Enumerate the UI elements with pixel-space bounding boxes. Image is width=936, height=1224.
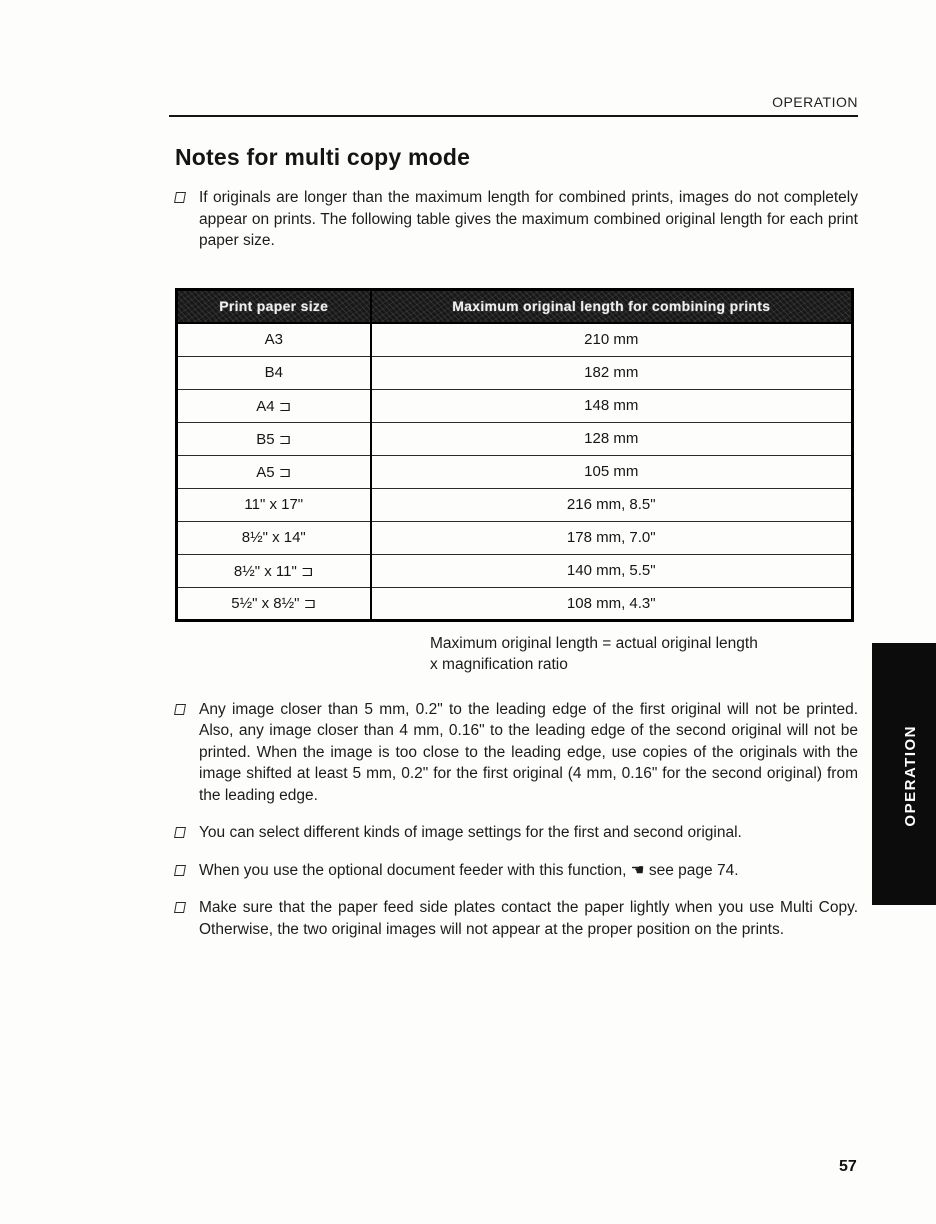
table-row bbox=[177, 389, 853, 422]
length-cell: 105 mm bbox=[371, 455, 853, 488]
length-cell: 148 mm bbox=[371, 389, 853, 422]
bullet-text: When you use the optional document feeder with this function, ☚ see page 74. bbox=[199, 861, 739, 879]
bullet-item bbox=[175, 699, 858, 807]
size-cell: B5 ⊐ bbox=[177, 422, 371, 455]
size-cell: A5 ⊐ bbox=[177, 455, 371, 488]
section-tab-label: OPERATION bbox=[901, 725, 919, 827]
square-bullet-icon bbox=[174, 865, 186, 876]
page-number: 57 bbox=[839, 1158, 857, 1175]
table-row bbox=[177, 587, 853, 620]
size-cell: A3 bbox=[264, 331, 283, 349]
paper-size-table bbox=[175, 288, 854, 622]
bullet-text: If originals are longer than the maximum length for combined prints, images do not completely appear on prints. The following table gives the maximum combined original length for each print paper size. bbox=[199, 189, 858, 249]
table-caption-line1: Maximum original length = actual original length bbox=[430, 634, 758, 652]
table-row bbox=[177, 422, 853, 455]
table-caption-line2: x magnification ratio bbox=[430, 655, 568, 673]
bullet-text: Any image closer than 5 mm, 0.2" to the leading edge of the first original will not be printed. Also, any image closer than 4 mm, 0.16" to the leading edge of the second original will not be printed. When the image is too close to the leading edge, use copies of the originals with the image shifted at least 5 mm, 0.2" for the first original (4 mm, 0.16" for the second original) from the leading edge. bbox=[199, 700, 858, 804]
bullet-item bbox=[175, 860, 858, 882]
page-title: Notes for multi copy mode bbox=[175, 144, 471, 170]
bullet-item bbox=[175, 187, 858, 252]
bullet-item bbox=[175, 897, 858, 940]
header-cell-paper-size: Print paper size bbox=[177, 289, 371, 323]
table-header-row bbox=[177, 289, 853, 323]
square-bullet-icon bbox=[174, 902, 186, 913]
table-caption bbox=[430, 633, 858, 675]
size-cell: 8½" x 14" bbox=[177, 521, 371, 554]
size-cell: 8½" x 11" ⊐ bbox=[177, 554, 371, 587]
bullet-item bbox=[175, 822, 858, 844]
table-row bbox=[177, 488, 853, 521]
table-row bbox=[177, 521, 853, 554]
running-header-label: OPERATION bbox=[772, 94, 858, 110]
page-content bbox=[175, 0, 858, 940]
header-divider bbox=[169, 115, 858, 117]
square-bullet-icon bbox=[174, 192, 186, 203]
table-row bbox=[177, 554, 853, 587]
running-header bbox=[175, 94, 858, 115]
length-cell: 108 mm, 4.3" bbox=[371, 587, 853, 620]
length-cell: 178 mm, 7.0" bbox=[371, 521, 853, 554]
table-row bbox=[177, 356, 853, 389]
length-cell: 128 mm bbox=[371, 422, 853, 455]
header-cell-max-length: Maximum original length for combining prints bbox=[371, 289, 853, 323]
section-tab-operation bbox=[872, 643, 936, 905]
size-cell: B4 bbox=[177, 356, 371, 389]
table-row bbox=[177, 323, 853, 356]
size-cell: 11" x 17" bbox=[177, 488, 371, 521]
bullet-text: Make sure that the paper feed side plates contact the paper lightly when you use Multi Copy. Otherwise, the two original images will not appear at the proper position on the prints. bbox=[199, 899, 858, 938]
square-bullet-icon bbox=[174, 827, 186, 838]
length-cell: 182 mm bbox=[371, 356, 853, 389]
length-cell: 140 mm, 5.5" bbox=[371, 554, 853, 587]
size-cell: 5½" x 8½" ⊐ bbox=[177, 587, 371, 620]
length-cell: 210 mm bbox=[371, 323, 853, 356]
bullet-text: You can select different kinds of image settings for the first and second original. bbox=[199, 824, 742, 841]
length-cell: 216 mm, 8.5" bbox=[371, 488, 853, 521]
size-cell: A4 ⊐ bbox=[177, 389, 371, 422]
table-row bbox=[177, 455, 853, 488]
square-bullet-icon bbox=[174, 704, 186, 715]
